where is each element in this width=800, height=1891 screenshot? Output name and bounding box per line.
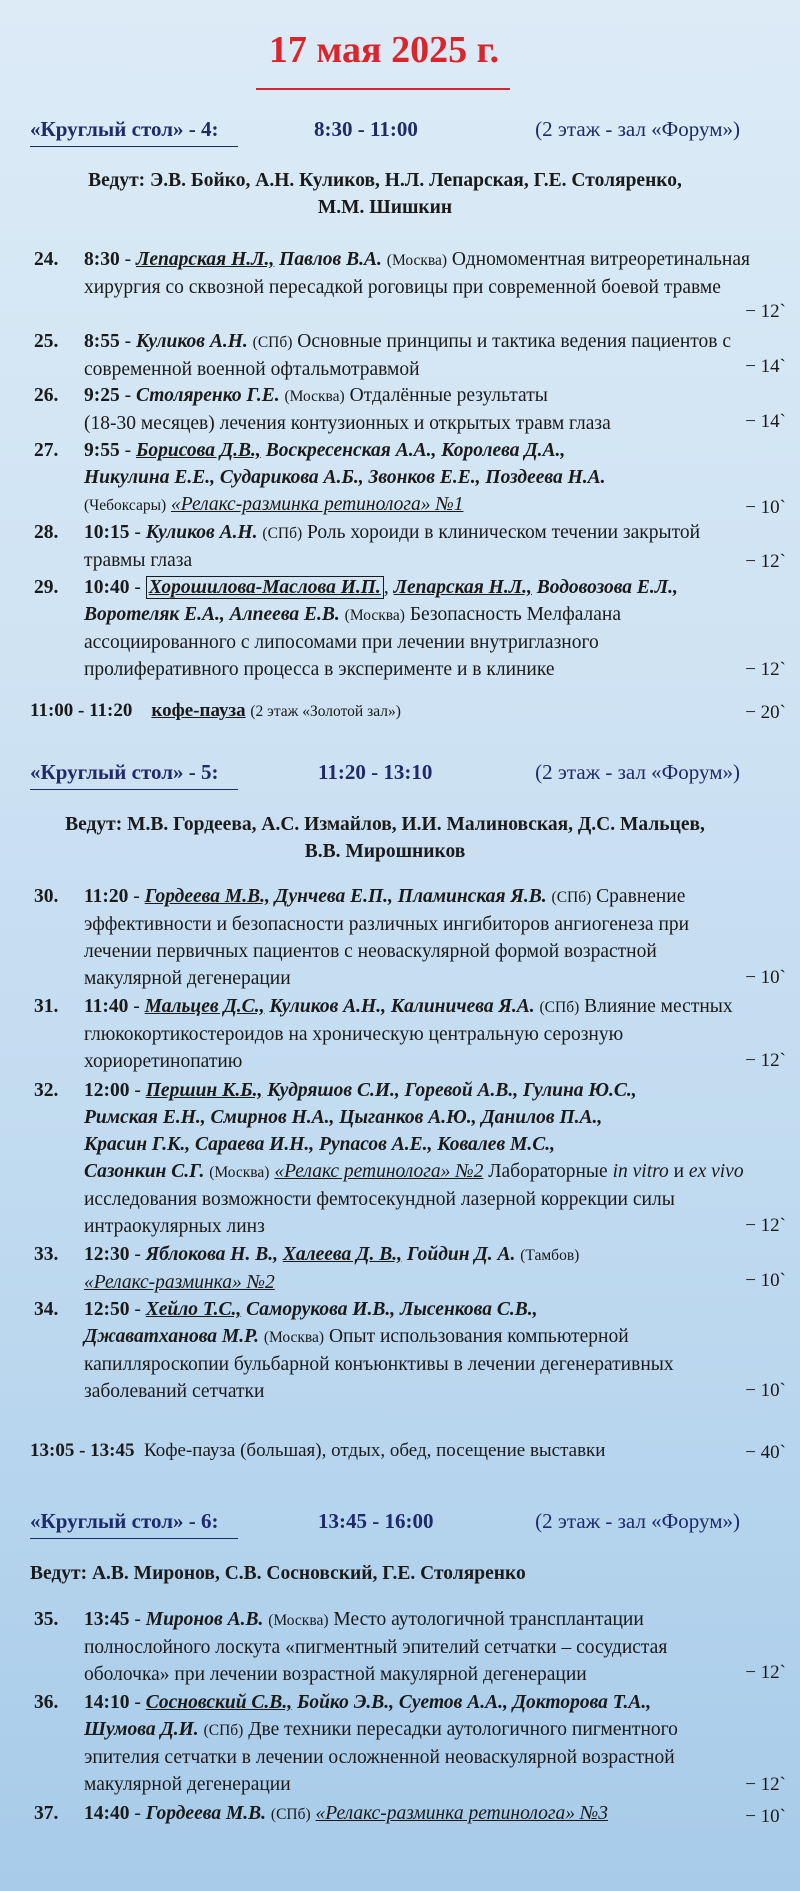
item-number: 25.	[34, 331, 59, 352]
item-number: 36.	[34, 1692, 59, 1713]
item-number: 30.	[34, 886, 59, 907]
item-duration: − 12`	[745, 1215, 786, 1236]
item-author-main: Куликов А.Н.	[136, 331, 248, 352]
item-number: 31.	[34, 996, 59, 1017]
item-time: 9:55	[84, 440, 120, 461]
item-authors: Никулина Е.Е., Сударикова А.Б., Звонков Е.Е., Поздеева Н.А.	[84, 467, 606, 488]
item-author-main: Лепарская Н.Л.,	[136, 249, 275, 270]
item-body: 11:40 - Мальцев Д.С., Куликов А.Н., Калиничева Я.А. (СПб) Влияние местных глюкокортикостероидов на хроническую центральную серозную хориоретинопатию	[84, 996, 733, 1072]
item-author-main: Столяренко Г.Е.	[136, 385, 280, 406]
item-title: Опыт использования компьютерной капилляроскопии бульбарной конъюнктивы в лечении дегенеративных заболеваний сетчатки	[84, 1326, 674, 1402]
item-duration: − 12`	[745, 551, 786, 572]
session-title-underline	[30, 146, 238, 148]
moderators-line: М.М. Шишкин	[317, 197, 453, 218]
item-author-main: Хейло Т.С.,	[145, 1299, 242, 1320]
date-heading: 17 мая 2025 г.	[268, 29, 500, 71]
item-author-main: Першин К.Б.,	[145, 1080, 263, 1101]
item-authors: Дунчева Е.П., Пламинская Я.В.	[274, 886, 547, 907]
item-duration: − 10`	[745, 1270, 786, 1291]
coffee-break	[30, 700, 760, 722]
item-time: 12:30	[84, 1244, 130, 1265]
item-duration: − 14`	[745, 356, 786, 377]
item-duration: − 12`	[745, 659, 786, 680]
item-city: (СПб)	[270, 1806, 311, 1823]
item-city: (СПб)	[262, 525, 303, 542]
item-number: 24.	[34, 249, 59, 270]
item-title: Отдалённые результаты	[349, 385, 548, 406]
item-authors: Шумова Д.И.	[84, 1719, 199, 1740]
item-authors: Куликов А.Н., Калиничева Я.А.	[269, 996, 535, 1017]
item-topic: «Релакс-разминка» №2	[84, 1272, 275, 1293]
item-duration: − 10`	[745, 967, 786, 988]
item-number: 33.	[34, 1244, 59, 1265]
item-author-main: Сосновский С.В.,	[145, 1692, 293, 1713]
item-number: 26.	[34, 385, 59, 406]
item-time: 9:25	[84, 385, 120, 406]
item-time: 11:40	[84, 996, 129, 1017]
session-time: 13:45 - 16:00	[318, 1509, 434, 1533]
item-title-italic: ex vivo	[688, 1161, 744, 1182]
item-body: 8:30 - Лепарская Н.Л., Павлов В.А. (Москва) Одномоментная витреоретинальная хирургия со сквозной пересадкой роговицы при современной боевой травме	[84, 249, 750, 298]
item-author-main: Борисова Д.В.,	[136, 440, 261, 461]
item-title: Влияние местных глюкокортикостероидов на хроническую центральную серозную хориоретинопатию	[84, 996, 733, 1072]
moderators-line: Ведут: М.В. Гордеева, А.С. Измайлов, И.И. Малиновская, Д.С. Мальцев,	[65, 814, 705, 835]
item-duration: − 12`	[745, 301, 786, 322]
item-time: 8:30	[84, 249, 120, 270]
item-time: 14:40	[84, 1803, 130, 1824]
break-title: кофе-пауза	[151, 700, 246, 721]
item-title: Роль хороиди в клиническом течении закрытой травмы глаза	[84, 522, 701, 571]
item-body: 12:50 - Хейло Т.С., Саморукова И.В., Лысенкова С.В., Джаватханова М.Р. (Москва) Опыт использования компьютерной капилляроскопии бульбарной конъюнктивы в лечении дегенеративных заболеваний сетчатки	[84, 1299, 674, 1402]
item-duration: − 14`	[745, 411, 786, 432]
item-time: 14:10	[84, 1692, 130, 1713]
item-city: (Москва)	[344, 607, 405, 624]
item-body: 8:55 - Куликов А.Н. (СПб) Основные принципы и тактика ведения пациентов с современной военной офтальмотравмой	[84, 331, 732, 380]
item-number: 28.	[34, 522, 59, 543]
item-time: 13:45	[84, 1609, 130, 1630]
break-duration: − 20`	[745, 702, 786, 723]
item-city: (СПб)	[203, 1722, 244, 1739]
break-duration: − 40`	[745, 1442, 786, 1463]
item-duration: − 12`	[745, 1774, 786, 1795]
break-time: 11:00 - 11:20	[30, 700, 133, 721]
item-city: (Москва)	[386, 252, 448, 269]
break-time: 13:05 - 13:45	[30, 1440, 135, 1461]
item-authors: Джаватханова М.Р.	[84, 1326, 259, 1347]
item-authors: Лепарская Н.Л.,	[393, 577, 532, 598]
item-topic: «Релакс-разминка ретинолога» №1	[171, 494, 464, 515]
item-body: 11:20 - Гордеева М.В., Дунчева Е.П., Пламинская Я.В. (СПб) Сравнение эффективности и безопасности различных ингибиторов ангиогенеза при лечении первичных пациентов с неоваскулярной формой возрастной макулярной дегенерации	[84, 886, 690, 989]
item-body: 14:40 - Гордеева М.В. (СПб) «Релакс-разминка ретинолога» №3	[84, 1803, 608, 1824]
item-number: 35.	[34, 1609, 59, 1630]
item-author-main: Мальцев Д.С.,	[144, 996, 265, 1017]
item-author-main: Гордеева М.В.,	[144, 886, 270, 907]
item-title: исследования возможности фемтосекундной лазерной коррекции силы интраокулярных линз	[84, 1189, 675, 1237]
item-city: (Чебоксары)	[84, 497, 167, 514]
item-time: 12:50	[84, 1299, 130, 1320]
break-title: Кофе-пауза (большая), отдых, обед, посещение выставки	[143, 1440, 606, 1461]
item-authors: Кудряшов С.И., Горевой А.В., Гулина Ю.С.,	[267, 1080, 637, 1101]
item-time: 12:00	[84, 1080, 130, 1101]
item-title: Место аутологичной трансплантации полнослойного лоскута «пигментный эпителий сетчатки – сосудистая оболочка» при лечении возрастной макулярной дегенерации	[84, 1609, 668, 1685]
session-title: «Круглый стол» - 4:	[30, 117, 219, 141]
item-city: (Москва)	[263, 1329, 325, 1346]
session-time: 11:20 - 13:10	[318, 760, 433, 784]
item-number: 34.	[34, 1299, 59, 1320]
moderators-line: Ведут: А.В. Миронов, С.В. Сосновский, Г.Е. Столяренко	[30, 1563, 526, 1584]
item-title-italic: in vitro	[612, 1161, 669, 1182]
item-title: и	[673, 1161, 685, 1182]
session-title: «Круглый стол» - 5:	[30, 760, 219, 784]
session-title-underline	[30, 1538, 238, 1540]
item-duration: − 12`	[745, 1050, 786, 1071]
item-authors: Воскресенская А.А., Королева Д.А.,	[265, 440, 566, 461]
item-title: Лабораторные	[488, 1161, 608, 1182]
session-place: (2 этаж - зал «Форум»)	[535, 117, 740, 141]
session-moderators	[30, 1560, 740, 1587]
item-number: 29.	[34, 577, 59, 598]
item-city: (Тамбов)	[520, 1247, 580, 1264]
item-title: (18-30 месяцев) лечения контузионных и открытых травм глаза	[84, 413, 611, 434]
item-body: 9:55 - Борисова Д.В., Воскресенская А.А., Королева Д.А., Никулина Е.Е., Сударикова А.Б., Звонков Е.Е., Поздеева Н.А. (Чебоксары) «Релакс-разминка ретинолога» №1	[84, 440, 606, 515]
item-topic: «Релакс ретинолога» №2	[274, 1161, 484, 1182]
item-duration: − 10`	[745, 1806, 786, 1827]
item-body: 13:45 - Миронов А.В. (Москва) Место аутологичной трансплантации полнослойного лоскута «пигментный эпителий сетчатки – сосудистая оболочка» при лечении возрастной макулярной дегенерации	[84, 1609, 668, 1685]
item-body: 14:10 - Сосновский С.В., Бойко Э.В., Суетов А.А., Докторова Т.А., Шумова Д.И. (СПб) Две техники пересадки аутологичного пигментного эпителия сетчатки в лечении осложненной неоваскулярной возрастной макулярной дегенерации	[84, 1692, 678, 1795]
item-topic: «Релакс-разминка ретинолога» №3	[315, 1803, 608, 1824]
item-title: Одномоментная витреоретинальная хирургия со сквозной пересадкой роговицы при современной боевой травме	[84, 249, 750, 298]
item-title: Две техники пересадки аутологичного пигментного эпителия сетчатки в лечении осложненной неоваскулярной возрастной макулярной дегенерации	[84, 1719, 678, 1795]
item-authors: Павлов В.А.	[279, 249, 382, 270]
item-city: (Москва)	[268, 1612, 329, 1629]
item-author-main: Гордеева М.В.	[145, 1803, 267, 1824]
item-body: 10:40 - Хорошилова-Маслова И.П. , Лепарская Н.Л., Водовозова Е.Л., Воротеляк Е.А., Алпеева Е.В. (Москва) Безопасность Мелфалана ассоциированного с липосомами при лечении внутриглазного пролиферативного процесса в эксперименте и в клинике	[84, 577, 678, 680]
item-duration: − 10`	[745, 497, 786, 518]
item-title: Безопасность Мелфалана ассоциированного с липосомами при лечении внутриглазного пролиферативного процесса в эксперименте и в клинике	[84, 604, 622, 680]
item-authors: Халеева Д. В.,	[282, 1244, 402, 1265]
item-authors: Саморукова И.В., Лысенкова С.В.,	[246, 1299, 538, 1320]
break-place: (2 этаж «Золотой зал»)	[250, 703, 401, 720]
item-authors: Гойдин Д. А.	[406, 1244, 516, 1265]
item-title: Сравнение эффективности и безопасности различных ингибиторов ангиогенеза при лечении первичных пациентов с неоваскулярной формой возрастной макулярной дегенерации	[84, 886, 690, 989]
item-authors: Водовозова Е.Л., Воротеляк Е.А., Алпеева Е.В.	[84, 577, 678, 625]
session-moderators	[30, 811, 740, 865]
item-body: 12:00 - Першин К.Б., Кудряшов С.И., Горевой А.В., Гулина Ю.С., Римская Е.Н., Смирнов Н.А., Цыганков А.Ю., Данилов П.А., Красин Г.К., Сараева И.Н., Рупасов А.Е., Ковалев М.С., Сазонкин С.Г. (Москва) «Релакс ретинолога» №2 Лабораторные in vitro и ex vivo исследования возможности фемтосекундной лазерной коррекции силы интраокулярных линз	[84, 1080, 744, 1237]
item-number: 27.	[34, 440, 59, 461]
item-title: Основные принципы и тактика ведения пациентов с современной военной офтальмотравмой	[84, 331, 732, 380]
item-authors: Сазонкин С.Г.	[84, 1161, 205, 1182]
session-time: 8:30 - 11:00	[314, 117, 418, 141]
item-body: 9:25 - Столяренко Г.Е. (Москва) Отдалённые результаты (18-30 месяцев) лечения контузионных и открытых травм глаза	[84, 385, 611, 434]
item-number: 32.	[34, 1080, 59, 1101]
item-authors: Красин Г.К., Сараева И.Н., Рупасов А.Е., Ковалев М.С.,	[84, 1134, 556, 1155]
item-time: 10:40	[84, 577, 130, 598]
item-city: (Москва)	[209, 1164, 270, 1181]
item-author-main: Куликов А.Н.	[145, 522, 258, 543]
item-time: 10:15	[84, 522, 130, 543]
item-author-main: Хорошилова-Маслова И.П.	[146, 576, 384, 599]
item-city: (СПб)	[539, 999, 580, 1016]
item-body: 10:15 - Куликов А.Н. (СПб) Роль хороиди в клиническом течении закрытой травмы глаза	[84, 522, 701, 571]
item-body: 12:30 - Яблокова Н. В., Халеева Д. В., Гойдин Д. А. (Тамбов) «Релакс-разминка» №2	[84, 1244, 580, 1293]
session-header-4	[30, 117, 740, 147]
item-city: (СПб)	[551, 889, 592, 906]
moderators-line: Ведут: Э.В. Бойко, А.Н. Куликов, Н.Л. Лепарская, Г.Е. Столяренко,	[88, 170, 682, 191]
session-header-5	[30, 760, 740, 790]
item-duration: − 12`	[745, 1662, 786, 1683]
moderators-line: В.В. Мирошников	[304, 841, 466, 862]
date-underline	[256, 88, 510, 90]
item-author-main: Миронов А.В.	[145, 1609, 264, 1630]
item-city: (Москва)	[284, 388, 345, 405]
item-city: (СПб)	[252, 334, 293, 351]
session-title-underline	[30, 789, 238, 791]
lunch-break	[30, 1440, 760, 1462]
session-title: «Круглый стол» - 6:	[30, 1509, 219, 1533]
session-place: (2 этаж - зал «Форум»)	[535, 1509, 740, 1533]
session-moderators	[30, 167, 740, 221]
item-number: 37.	[34, 1803, 59, 1824]
item-time: 11:20	[84, 886, 129, 907]
item-time: 8:55	[84, 331, 120, 352]
item-duration: − 10`	[745, 1380, 786, 1401]
session-header-6	[30, 1509, 740, 1539]
item-author-main: Яблокова Н. В.,	[145, 1244, 278, 1265]
item-authors: Римская Е.Н., Смирнов Н.А., Цыганков А.Ю., Данилов П.А.,	[84, 1107, 603, 1128]
session-place: (2 этаж - зал «Форум»)	[535, 760, 740, 784]
item-authors: Бойко Э.В., Суетов А.А., Докторова Т.А.,	[296, 1692, 652, 1713]
